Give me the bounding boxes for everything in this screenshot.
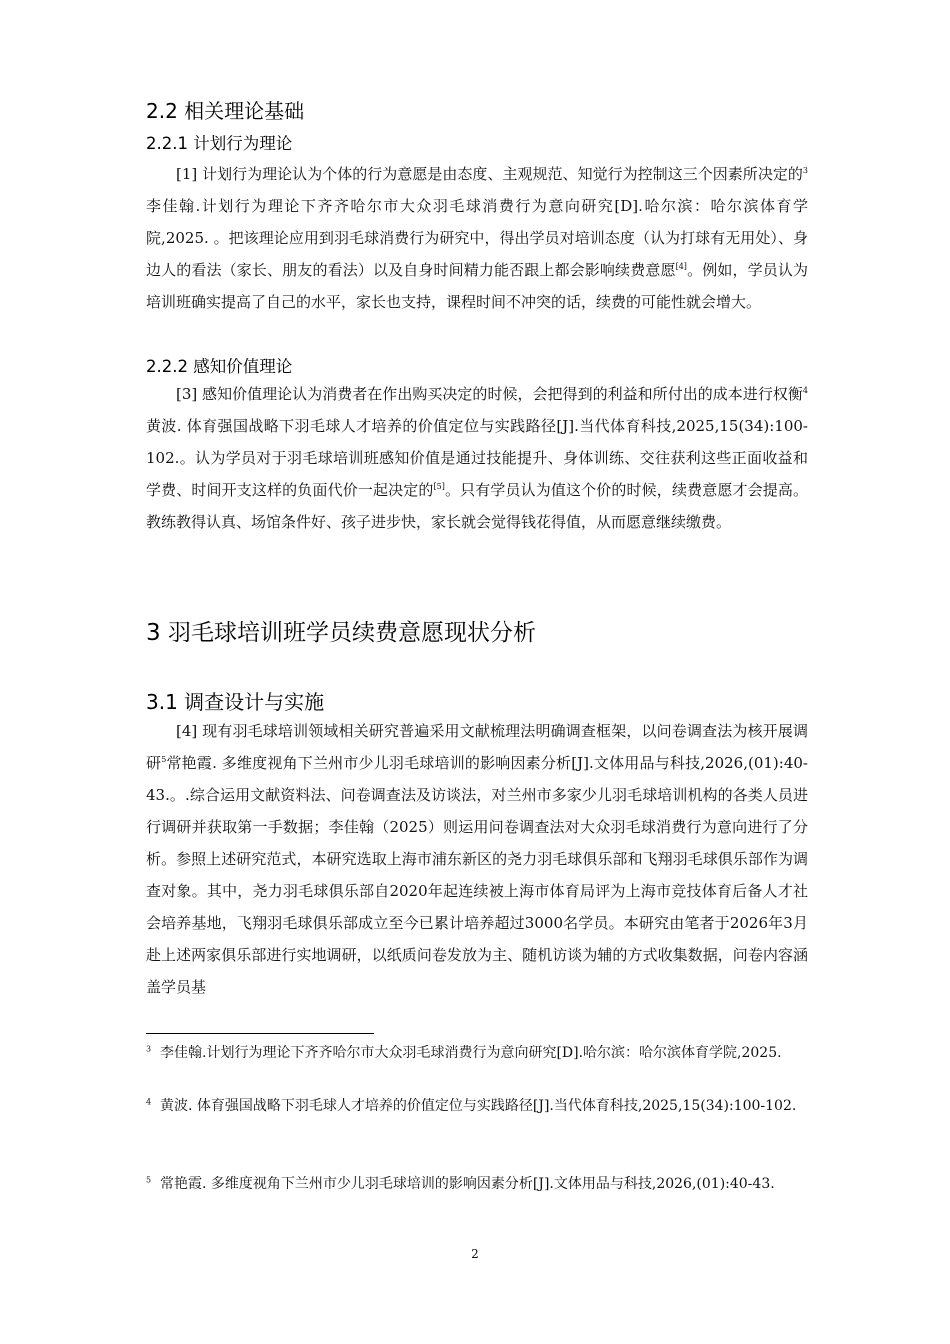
chapter-heading-3: 3 羽毛球培训班学员续费意愿现状分析 — [146, 620, 536, 646]
section-heading-2-2: 2.2 相关理论基础 — [146, 99, 305, 123]
footnote-text: 黄波. 体育强国战略下羽毛球人才培养的价值定位与实践路径[J].当代体育科技,2025,15(34):100-102. — [160, 1098, 797, 1114]
subsection-heading-2-2-2: 2.2.2 感知价值理论 — [146, 357, 293, 376]
paragraph-text: 。例如，学员认为培训班确实提高了自己的水平，家长也支持，课程时间不冲突的话，续费的可能性就会增大。 — [146, 261, 808, 311]
paragraph-perceived-value — [146, 378, 808, 538]
paragraph-planned-behavior — [146, 158, 808, 318]
paragraph-number: [1] — [176, 165, 198, 183]
paragraph-text: 黄波. 体育强国战略下羽毛球人才培养的价值定位与实践路径[J].当代体育科技,2025,15(34):100-102.。认为学员对于羽毛球培训班感知价值是通过技能提升、身体训练、交往获利这些正面收益和学费、时间开支这样的负面代价一起决定的 — [146, 417, 808, 499]
footnote-text: 李佳翰.计划行为理论下齐齐哈尔市大众羽毛球消费行为意向研究[D].哈尔滨：哈尔滨体育学院,2025. — [160, 1045, 782, 1061]
paragraph-text: 计划行为理论认为个体的行为意愿是由态度、主观规范、知觉行为控制这三个因素所决定的 — [202, 165, 803, 183]
citation-marker[interactable]: [4] — [675, 262, 687, 271]
footnote-marker[interactable]: 3 — [802, 166, 808, 175]
paragraph-text: 。只有学员认为值这个价的时候，续费意愿才会提高。教练教得认真、场馆条件好、孩子进步快，家长就会觉得钱花得值，从而愿意继续缴费。 — [146, 481, 808, 531]
footnote-marker[interactable]: 5 — [161, 755, 167, 764]
footnote-3 — [146, 1042, 808, 1065]
footnote-separator — [146, 1033, 374, 1034]
footnote-marker[interactable]: 4 — [802, 386, 808, 395]
citation-marker[interactable]: [5] — [433, 482, 445, 491]
section-heading-3-1: 3.1 调查设计与实施 — [146, 690, 325, 714]
paragraph-number: [3] — [176, 385, 198, 403]
paragraph-number: [4] — [176, 722, 198, 740]
paragraph-survey-design — [146, 715, 808, 1003]
page-number: 2 — [471, 1247, 479, 1261]
paragraph-text: 现有羽毛球培训领域相关研究普遍采用文献梳理法明确调查框架，以问卷调查法为核开展调研 — [146, 722, 808, 772]
footnote-number: 3 — [146, 1044, 152, 1054]
footnote-4 — [146, 1092, 808, 1121]
footnote-number: 5 — [146, 1175, 152, 1185]
subsection-heading-2-2-1: 2.2.1 计划行为理论 — [146, 134, 293, 153]
footnote-number: 4 — [146, 1097, 152, 1107]
footnote-5 — [146, 1169, 808, 1199]
paragraph-text: 感知价值理论认为消费者在作出购买决定的时候，会把得到的利益和所付出的成本进行权衡 — [202, 385, 803, 403]
paragraph-text: 李佳翰.计划行为理论下齐齐哈尔市大众羽毛球消费行为意向研究[D].哈尔滨：哈尔滨体育学院,2025. 。把该理论应用到羽毛球消费行为研究中，得出学员对培训态度（认为打球有无用处）、身边人的看法（家长、朋友的看法）以及自身时间精力能否跟上都会影响续费意愿 — [146, 197, 808, 279]
footnote-text: 常艳霞. 多维度视角下兰州市少儿羽毛球培训的影响因素分析[J].文体用品与科技,2026,(01):40-43. — [160, 1176, 775, 1192]
paragraph-text: 常艳霞. 多维度视角下兰州市少儿羽毛球培训的影响因素分析[J].文体用品与科技,2026,(01):40-43.。.综合运用文献资料法、问卷调查法及访谈法，对兰州市多家少儿羽毛球培训机构的各类人员进行调研并获取第一手数据；李佳翰（2025）则运用问卷调查法对大众羽毛球消费行为意向进行了分析。参照上述研究范式，本研究选取上海市浦东新区的尧力羽毛球俱乐部和飞翔羽毛球俱乐部作为调查对象。其中，尧力羽毛球俱乐部自2020年起连续被上海市体育局评为上海市竞技体育后备人才社会培养基地，飞翔羽毛球俱乐部成立至今已累计培养超过3000名学员。本研究由笔者于2026年3月赴上述两家俱乐部进行实地调研，以纸质问卷发放为主、随机访谈为辅的方式收集数据，问卷内容涵盖学员基 — [146, 754, 808, 996]
